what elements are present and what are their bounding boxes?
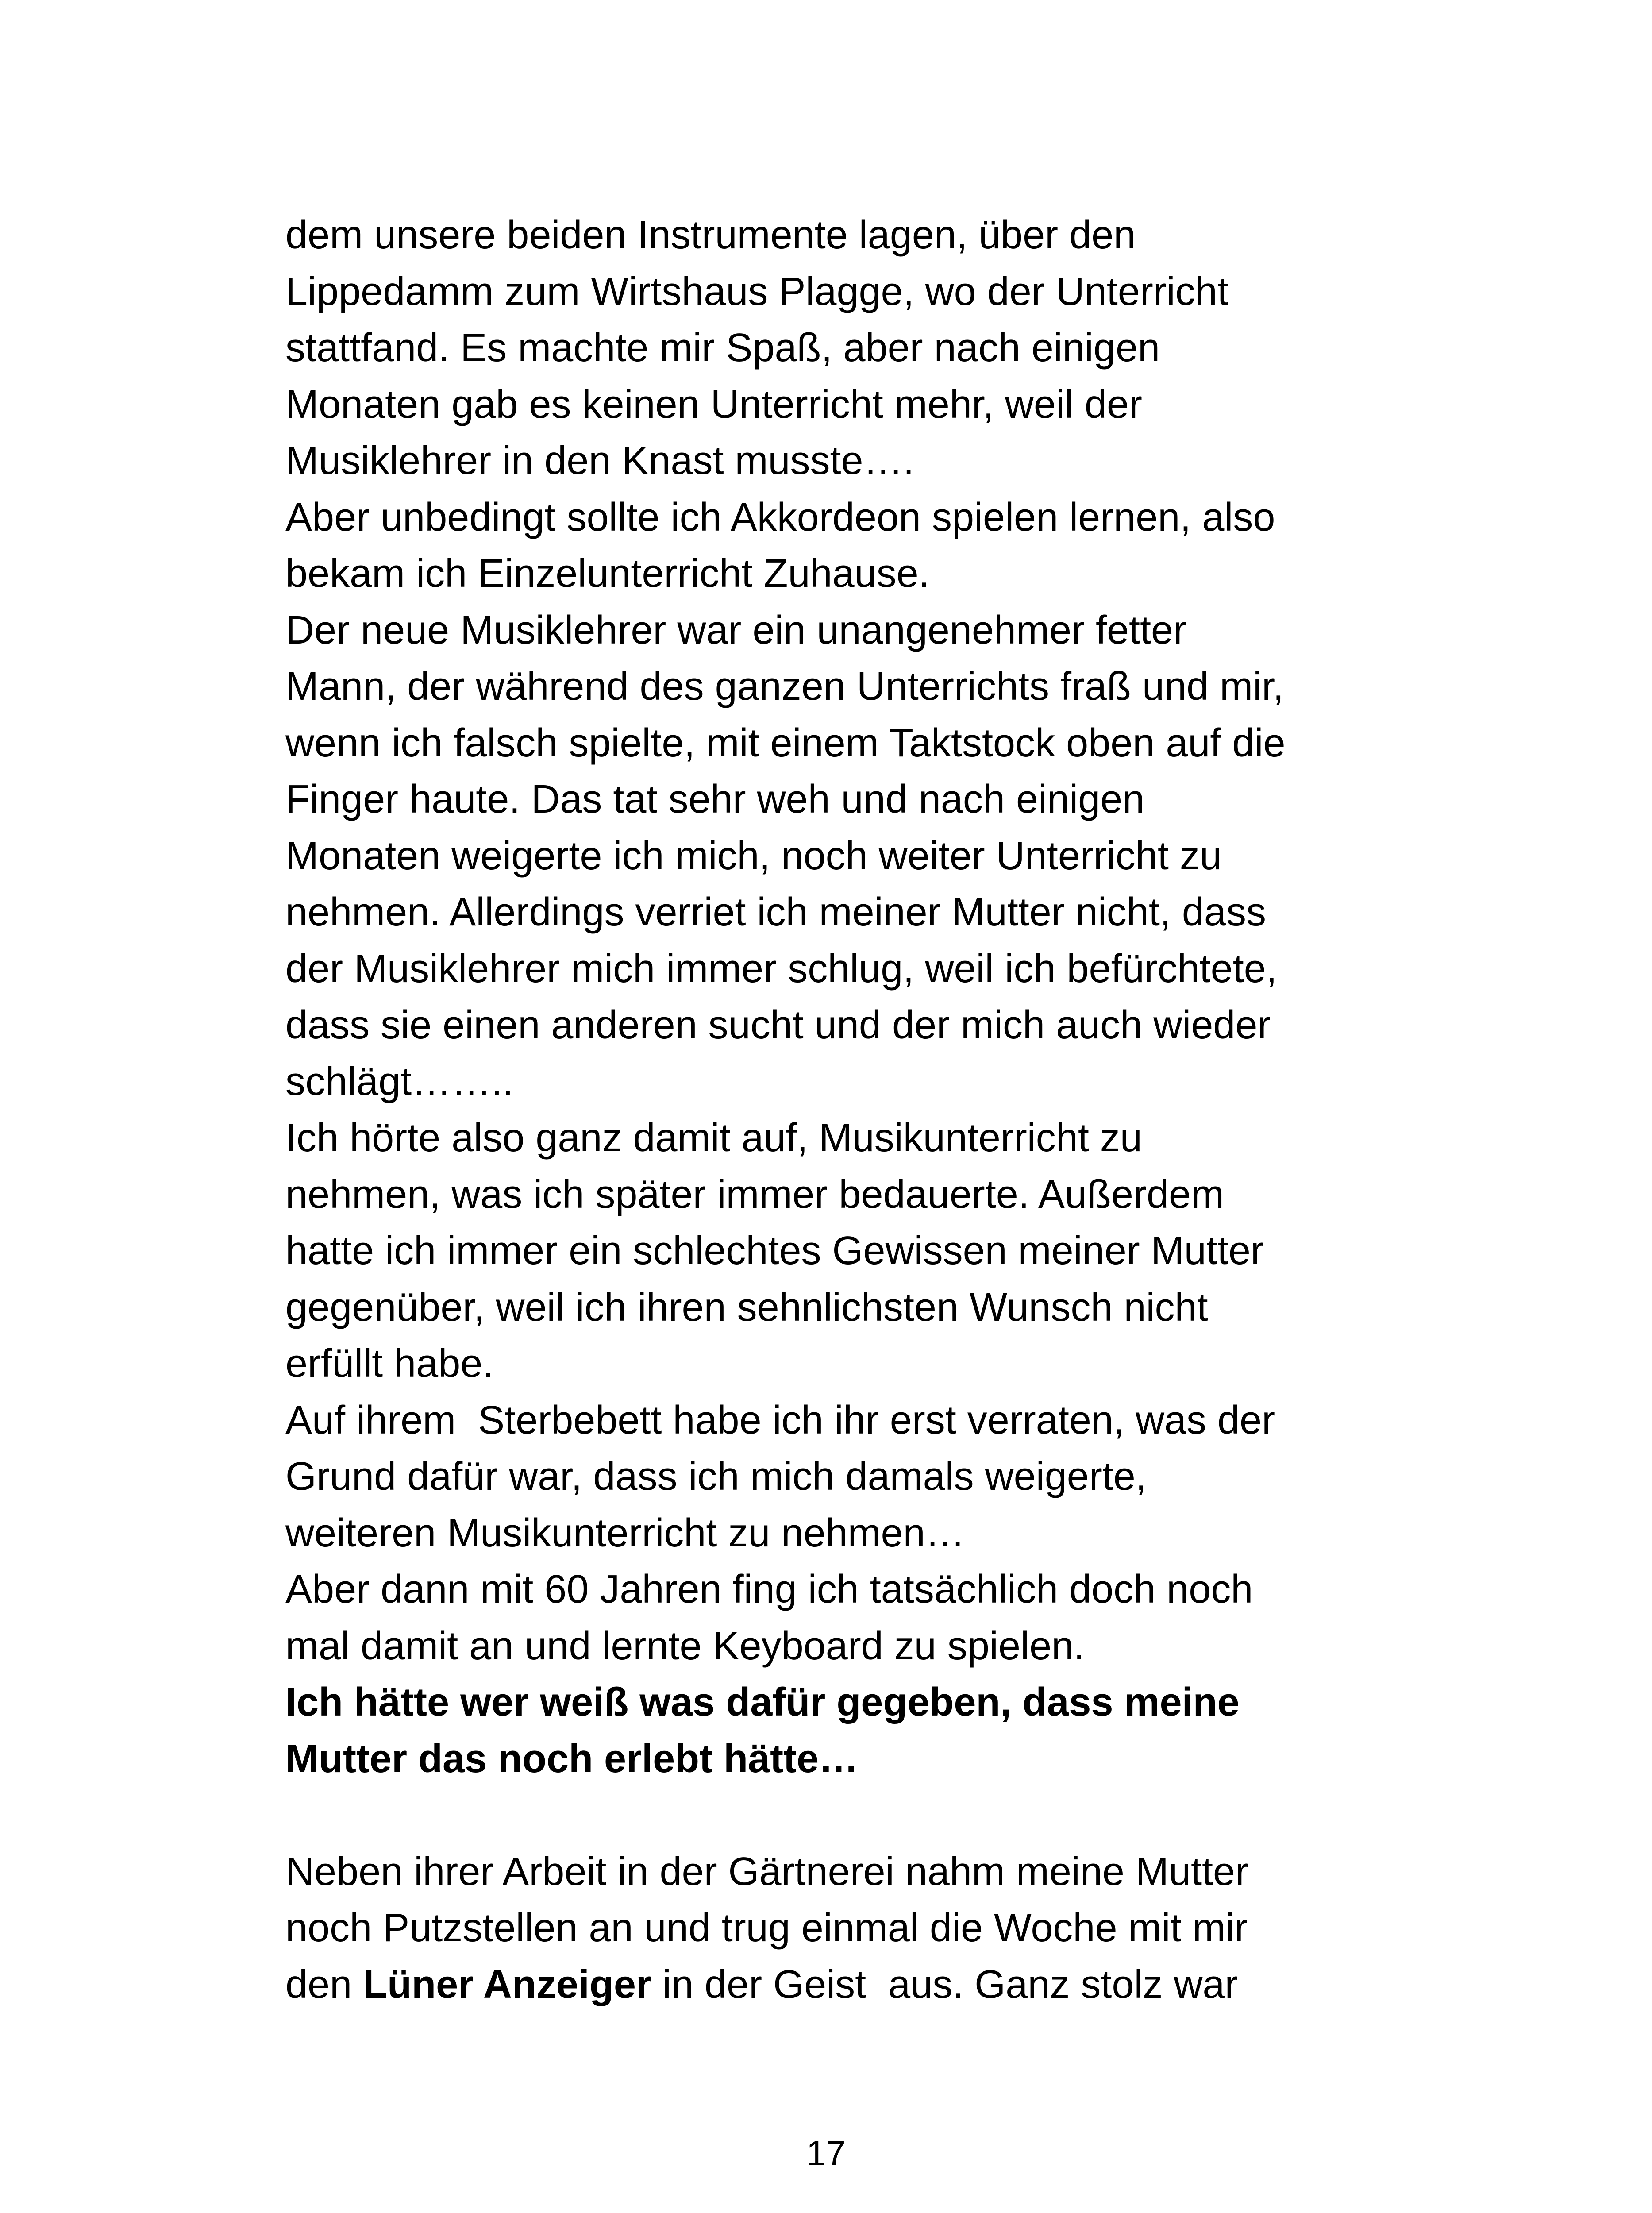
text-line: dem unsere beiden Instrumente lagen, über den (285, 213, 1136, 257)
text-line: gegenüber, weil ich ihren sehnlichsten Wunsch nicht (285, 1285, 1208, 1330)
text-line: noch Putzstellen an und trug einmal die Woche mit mir (285, 1906, 1248, 1950)
text-fragment: den (285, 1962, 363, 2007)
page-number: 17 (806, 2133, 846, 2173)
last-text-line (285, 1957, 1401, 2013)
text-line: Lippedamm zum Wirtshaus Plagge, wo der Unterricht (285, 269, 1228, 314)
text-line: nehmen, was ich später immer bedauerte. Außerdem (285, 1172, 1225, 1217)
text-line: Der neue Musiklehrer war ein unangenehmer fetter (285, 608, 1187, 652)
text-line: erfüllt habe. (285, 1342, 494, 1386)
text-line: Monaten gab es keinen Unterricht mehr, weil der (285, 382, 1143, 427)
text-line: stattfand. Es machte mir Spaß, aber nach einigen (285, 326, 1160, 370)
text-line: Mann, der während des ganzen Unterrichts fraß und mir, (285, 664, 1284, 709)
text-line: hatte ich immer ein schlechtes Gewissen meiner Mutter (285, 1229, 1264, 1273)
text-line: Finger haute. Das tat sehr weh und nach einigen (285, 777, 1145, 821)
text-fragment: in der Geist aus. Ganz stolz war (651, 1962, 1238, 2007)
text-line: dass sie einen anderen sucht und der mich auch wieder (285, 1003, 1271, 1047)
text-line: weiteren Musikunterricht zu nehmen… (285, 1511, 965, 1555)
body-text (285, 207, 1401, 2013)
text-line: Aber dann mit 60 Jahren fing ich tatsächlich doch noch (285, 1567, 1253, 1612)
paragraph-gap (285, 1787, 1401, 1844)
text-line: Ich hörte also ganz damit auf, Musikunterricht zu (285, 1116, 1142, 1160)
bold-text-line: Mutter das noch erlebt hätte… (285, 1736, 859, 1781)
bold-text-line: Ich hätte wer weiß was dafür gegeben, dass meine (285, 1680, 1240, 1724)
text-line: mal damit an und lernte Keyboard zu spielen. (285, 1623, 1085, 1668)
text-line: wenn ich falsch spielte, mit einem Taktstock oben auf die (285, 721, 1286, 765)
text-line: der Musiklehrer mich immer schlug, weil ich befürchtete, (285, 946, 1277, 991)
text-line: schlägt…….. (285, 1059, 514, 1104)
text-line: bekam ich Einzelunterricht Zuhause. (285, 551, 930, 596)
text-line: Monaten weigerte ich mich, noch weiter Unterricht zu (285, 833, 1222, 878)
text-line: nehmen. Allerdings verriet ich meiner Mutter nicht, dass (285, 890, 1266, 934)
text-line: Musiklehrer in den Knast musste…. (285, 439, 914, 483)
newspaper-name: Lüner Anzeiger (363, 1962, 651, 2007)
text-line: Neben ihrer Arbeit in der Gärtnerei nahm meine Mutter (285, 1849, 1249, 1894)
text-line: Aber unbedingt sollte ich Akkordeon spielen lernen, also (285, 495, 1275, 540)
text-line: Grund dafür war, dass ich mich damals weigerte, (285, 1454, 1147, 1499)
text-line: Auf ihrem Sterbebett habe ich ihr erst verraten, was der (285, 1398, 1275, 1442)
